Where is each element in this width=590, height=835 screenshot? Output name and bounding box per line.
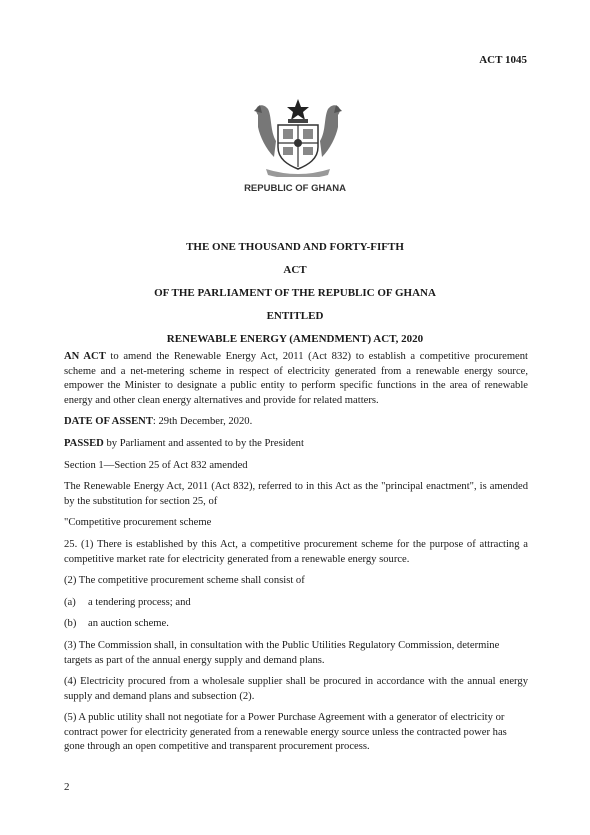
amendment-intro: The Renewable Energy Act, 2011 (Act 832), referred to in this Act as the "principal enactment", is amended by the substitution for section 25, of bbox=[64, 481, 528, 507]
passed-lead: PASSED bbox=[64, 437, 104, 449]
emblem-caption: REPUBLIC OF GHANA bbox=[244, 183, 346, 194]
passed-statement bbox=[64, 437, 528, 452]
section-heading: Section 1—Section 25 of Act 832 amended bbox=[64, 459, 248, 471]
list-item-label: (b) bbox=[64, 618, 77, 630]
act-number: ACT 1045 bbox=[479, 54, 527, 66]
coat-of-arms-emblem bbox=[248, 97, 348, 177]
act-title-line: RENEWABLE ENERGY (AMENDMENT) ACT, 2020 bbox=[166, 333, 424, 345]
page-number: 2 bbox=[64, 781, 70, 793]
act-title-line: ENTITLED bbox=[266, 310, 324, 322]
passed-text: by Parliament and assented to by the President bbox=[103, 437, 304, 449]
clause-25-3: (3) The Commission shall, in consultation with the Public Utilities Regulatory Commission, determine targets as part of the annual energy supply and demand plans. bbox=[64, 639, 500, 666]
list-item bbox=[64, 596, 528, 611]
date-of-assent bbox=[64, 415, 528, 430]
preamble-lead: AN ACT bbox=[64, 351, 106, 362]
list-item-text: a tendering process; and bbox=[88, 596, 191, 608]
clause-25-2: (2) The competitive procurement scheme shall consist of bbox=[64, 575, 305, 587]
act-body bbox=[64, 350, 528, 762]
act-title-line: THE ONE THOUSAND AND FORTY-FIFTH bbox=[186, 241, 404, 253]
clause-25-4: (4) Electricity procured from a wholesale supplier shall be procured in accordance with the annual energy supply and demand plans and subsection (2). bbox=[64, 676, 528, 702]
list-item bbox=[64, 617, 528, 632]
scheme-heading: "Competitive procurement scheme bbox=[64, 517, 212, 529]
preamble bbox=[64, 350, 528, 408]
clause-25-5: (5) A public utility shall not negotiate for a Power Purchase Agreement with a generator of electricity or contract power for electricity generated from a renewable energy source unless the contracted power has gone through an open competitive and transparent procurement process. bbox=[64, 712, 507, 753]
act-title-line: OF THE PARLIAMENT OF THE REPUBLIC OF GHANA bbox=[154, 287, 436, 299]
list-item-label: (a) bbox=[64, 596, 76, 608]
act-title-line: ACT bbox=[283, 264, 307, 276]
clause-25-1: 25. (1) There is established by this Act, a competitive procurement scheme for the purpose of attracting a competitive market rate for electricity generated from a renewable energy source. bbox=[64, 538, 528, 565]
assent-label: DATE OF ASSENT bbox=[64, 416, 153, 428]
assent-text: : 29th December, 2020. bbox=[152, 416, 253, 428]
list-item-text: an auction scheme. bbox=[88, 618, 169, 630]
preamble-text: to amend the Renewable Energy Act, 2011 (Act 832) to establish a competitive procurement scheme and a net-metering scheme in respect of electricity generated from a renewable energy source, empower the Minister to designate a public entity to perform specific functions in the area of renewable energy and other clean energy alternatives and provide for related matters. bbox=[64, 351, 528, 406]
